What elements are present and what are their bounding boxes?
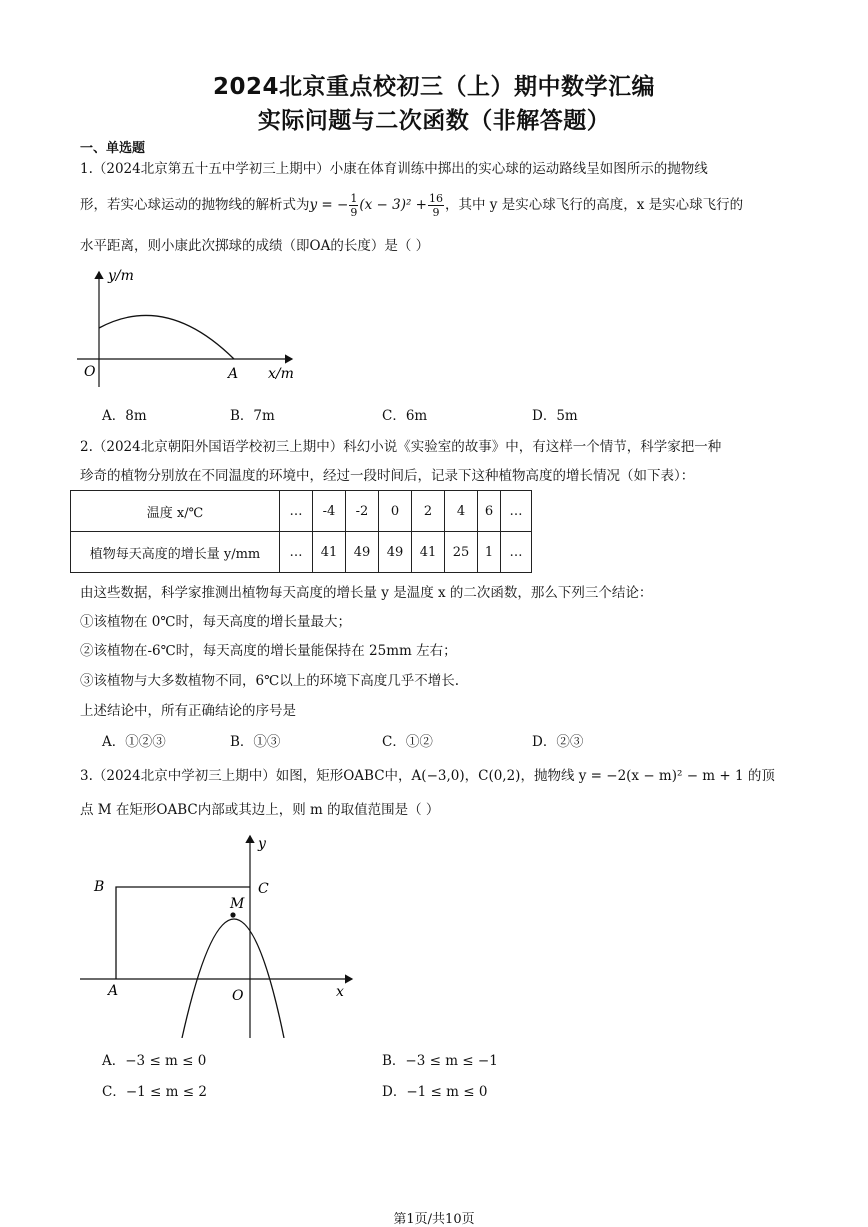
q1-line1: 1.（2024北京第五十五中学初三上期中）小康在体育训练中掷出的实心球的运动路线呈如图所示的抛物线 [80,161,708,177]
table-cell: 49 [346,532,379,573]
q2-statement-3: ③该植物与大多数植物不同，6℃以上的环境下高度几乎不增长. [80,673,459,689]
table-row [71,532,532,573]
q1-option-c[interactable]: C．6m [382,408,428,424]
q1-option-a[interactable]: A．8m [102,408,147,424]
q1-option-b[interactable]: B．7m [230,408,275,424]
point-c-label: C [258,881,269,897]
table-header-growth: 植物每天高度的增长量 y/mm [71,532,280,573]
point-a-label: A [108,983,119,999]
fraction-1-9: $\frac{1}{9}$ [350,192,358,219]
origin-label: O [232,988,244,1004]
table-cell: 41 [313,532,346,573]
q1-parabola-graph [72,262,312,387]
page-subtitle: 实际问题与二次函数（非解答题） [257,108,611,134]
table-row [71,491,532,532]
q2-line1: 2.（2024北京朝阳外国语学校初三上期中）科幻小说《实验室的故事》中，有这样一个情节，科学家把一种 [80,439,722,455]
table-cell: … [501,532,532,573]
table-cell: … [280,491,313,532]
table-cell: 25 [445,532,478,573]
point-b-label: B [94,879,105,895]
q3-option-a[interactable]: A．−3 ≤ m ≤ 0 [102,1053,207,1069]
point-a-label: A [228,366,239,382]
q1-line2: 形，若实心球运动的抛物线的解析式为y = − $\frac{1}{9}$ (x − 3)² + $\frac{16}{9}$ ，其中 y 是实心球飞行的高度，x 是实心球飞行的 [80,192,744,219]
q2-option-a[interactable]: A．①②③ [102,734,166,750]
q2-option-b[interactable]: B．①③ [230,734,281,750]
table-cell: … [280,532,313,573]
origin-label: O [84,364,96,380]
q2-data-table [70,490,532,573]
q2-line4: 上述结论中，所有正确结论的序号是 [80,703,296,719]
table-cell: 1 [478,532,501,573]
table-cell: 41 [412,532,445,573]
table-cell: 0 [379,491,412,532]
q3-option-c[interactable]: C．−1 ≤ m ≤ 2 [102,1084,207,1100]
fraction-16-9: $\frac{16}{9}$ [429,192,443,219]
q3-line2: 点 M 在矩形OABC内部或其边上，则 m 的取值范围是（ ） [80,802,440,818]
x-axis-label: x/m [268,366,294,382]
q2-statement-1: ①该植物在 0℃时，每天高度的增长量最大； [80,614,351,630]
table-cell: 49 [379,532,412,573]
vertex-m-point [230,912,235,917]
table-cell: 6 [478,491,501,532]
q2-option-d[interactable]: D．②③ [532,734,584,750]
q2-option-c[interactable]: C．①② [382,734,433,750]
point-m-label: M [230,896,245,912]
page-title: 2024北京重点校初三（上）期中数学汇编 [212,74,655,100]
q3-option-d[interactable]: D．−1 ≤ m ≤ 0 [382,1084,488,1100]
table-cell: … [501,491,532,532]
q2-statement-2: ②该植物在-6℃时，每天高度的增长量能保持在 25mm 左右； [80,643,457,659]
q3-rectangle-parabola-graph [72,828,362,1038]
table-cell: -2 [346,491,379,532]
table-cell: 4 [445,491,478,532]
trajectory-curve [99,315,234,359]
y-axis-label: y/m [108,268,134,284]
q2-line3: 由这些数据，科学家推测出植物每天高度的增长量 y 是温度 x 的二次函数，那么下列三个结论： [80,585,653,601]
table-header-temperature: 温度 x/℃ [71,491,280,532]
x-axis-label: x [336,984,344,1000]
q3-line1: 3.（2024北京中学初三上期中）如图，矩形OABC中，A(−3,0)，C(0,2)，抛物线 y = −2(x − m)² − m + 1 的顶 [80,768,775,784]
page-number: 第1页/共10页 [393,1212,475,1227]
table-cell: 2 [412,491,445,532]
y-axis-label: y [258,836,266,852]
table-cell: -4 [313,491,346,532]
q3-option-b[interactable]: B．−3 ≤ m ≤ −1 [382,1053,498,1069]
q1-line3: 水平距离，则小康此次掷球的成绩（即OA的长度）是（ ） [80,238,430,254]
section-heading: 一、单选题 [80,141,146,156]
q2-line2: 珍奇的植物分别放在不同温度的环境中，经过一段时间后，记录下这种植物高度的增长情况（如下表）： [80,468,695,484]
q1-option-d[interactable]: D．5m [532,408,578,424]
